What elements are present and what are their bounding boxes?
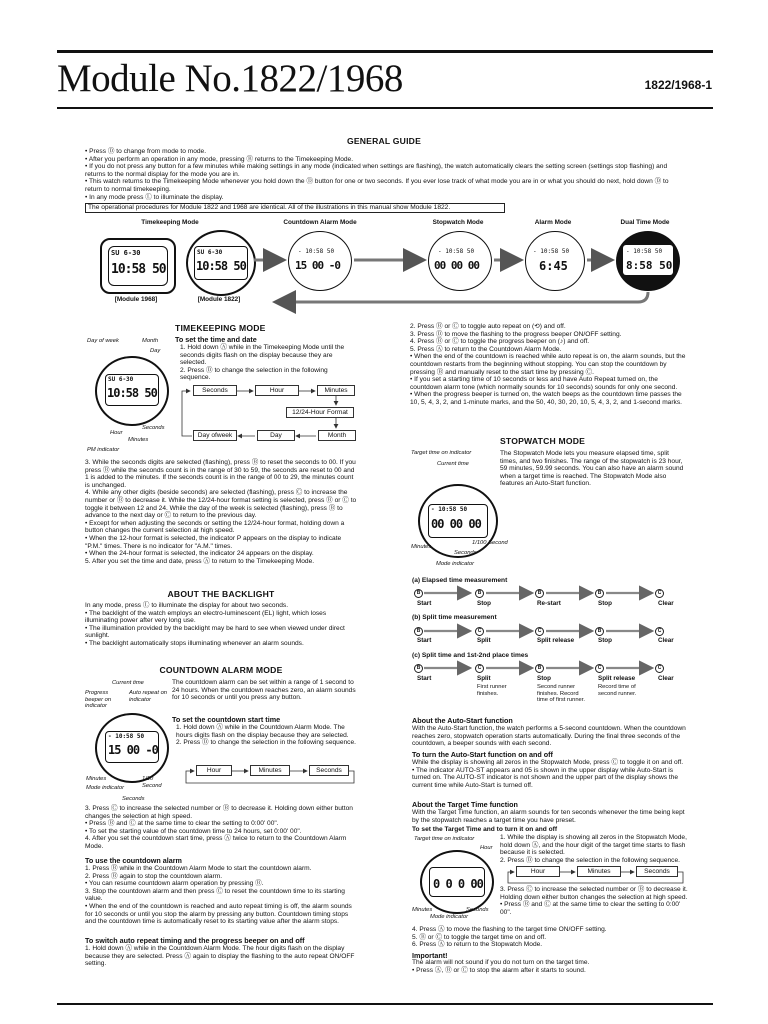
caption-hour: Hour (480, 845, 493, 851)
display-top-text: - 10:58 50 (626, 248, 663, 255)
step: 1. Hold down Ⓐ while in the Countdown Alarm Mode. The hours digits flash on the display because they are selected. (176, 724, 349, 739)
display-top-text: - 10:58 50 (533, 248, 570, 255)
guide-bullet: • After you perform an operation in any mode, pressing Ⓑ returns to the Timekeeping Mode. (85, 155, 354, 163)
timekeeping-subheading: To set the time and date (175, 335, 257, 344)
step: 4. Press Ⓑ or Ⓒ to toggle the progress beeper on (♪) and off. (410, 338, 590, 346)
page-code: 1822/1968-1 (644, 78, 712, 92)
step: The alarm will not sound if you do not turn on the target time. (412, 959, 590, 966)
countdown-set-subheading: To set the countdown start time (172, 715, 281, 724)
seq-hour: Hour (255, 385, 299, 396)
autostart-subheading: To turn the Auto-Start function on and off (412, 750, 553, 759)
button-b-icon: B (595, 627, 604, 636)
target-seq-minutes: Minutes (577, 866, 621, 877)
caption-current-time: Current time (437, 461, 469, 467)
caption-minutes: Minutes (412, 907, 433, 913)
button-b-icon: B (475, 589, 484, 598)
caption-mode-indicator: Mode indicator (436, 561, 475, 567)
step: 1. Hold down Ⓐ while in the Countdown Alarm Mode. The hour digits flash on the display because they are selected. Press Ⓐ again to display the flashing to the auto repeat ON/OFF setting. (85, 945, 355, 968)
caption-seconds: Seconds (454, 550, 477, 556)
target-subheading: To set the Target Time and to turn it on and off (412, 826, 558, 833)
step: • You can resume countdown alarm operation by pressing Ⓑ. (85, 880, 264, 888)
split-step: Split release (537, 637, 575, 644)
caption-seconds: Seconds (122, 796, 145, 802)
mode-label-stopwatch: Stopwatch Mode (432, 219, 484, 226)
module-1968-label: [Module 1968] (114, 296, 158, 303)
button-c-icon: C (655, 627, 664, 636)
button-b-icon: B (414, 589, 423, 598)
button-b-icon: B (535, 589, 544, 598)
display-top-text: - 10:58 50 (438, 248, 475, 255)
backlight-line: In any mode, press Ⓛ to illuminate the display for about two seconds. (85, 602, 289, 609)
step: • When the 12-hour format is selected, the indicator P appears on the display to indicate "P.M." times. There is no indicator for "A.M." times. (85, 534, 342, 550)
button-b-icon: B (414, 627, 423, 636)
autostart-text: With the Auto-Start function, the watch performs a 5-second countdown. When the countdown reaches zero, stopwatch operation starts automatically. During the final three seconds of the countdown, a beeper sounds with each second. (412, 725, 686, 748)
button-c-icon: C (475, 664, 484, 673)
step: 2. Press Ⓑ again to stop the countdown alarm. (85, 872, 223, 880)
split-step: Split (477, 637, 491, 644)
display-top-text: - 10:58 50 (298, 248, 335, 255)
step: • If you set a starting time of 10 seconds or less and have Auto Repeat turned on, the countdown alarm tone (which normally sounds for 10 seconds) sounds for only one second. (410, 376, 678, 391)
place-step: Stop (537, 675, 551, 682)
caption-hour: Hour (110, 430, 123, 436)
mode-label-timekeeping: Timekeeping Mode (141, 219, 199, 226)
guide-bullet: • This watch returns to the Timekeeping Mode whenever you hold down the Ⓓ button for one or two seconds. If you ever lose track of what mode you are in or what you should do next, hold down Ⓓ to return to normal timekeeping. (85, 178, 669, 193)
caption-minutes: Minutes (86, 776, 107, 782)
backlight-line: • The backlight of the watch employs an electro-luminescent (EL) light, which loses illuminating power after very long use. (85, 609, 327, 625)
step: • When the progress beeper is turned on, the watch beeps as the countdown time passes the 10, 5, 4, 3, 2, and 1-minute marks, and the 50, 40, 30, 20, 10, 5, 4, 3, 2, and 1-second marks. (410, 391, 682, 406)
place-step: Split (477, 675, 491, 682)
caption-pm-indicator: PM indicator (87, 447, 120, 453)
autostart-heading: About the Auto-Start function (412, 716, 513, 725)
mode-label-countdown: Countdown Alarm Mode (283, 219, 357, 226)
elapsed-step: Stop (598, 600, 612, 607)
caption-current-time: Current time (112, 680, 144, 686)
display-top-text: SU 6-30 (108, 376, 134, 383)
button-b-icon: B (535, 664, 544, 673)
step: 5. After you set the time and date, press Ⓐ to return to the Timekeeping Mode. (85, 557, 315, 565)
cd-seq-seconds: Seconds (309, 765, 349, 776)
step: 1. Press Ⓑ while in the Countdown Alarm Mode to start the countdown alarm. (85, 865, 312, 872)
split-step: Clear (658, 637, 674, 644)
step: 4. Press Ⓐ to move the flashing to the target time ON/OFF setting. (412, 926, 607, 933)
display-main-text: 8:58 50 (626, 259, 673, 272)
display-main-text: 00 00 00 (431, 517, 481, 531)
display-top-text: SU 6-30 (197, 249, 223, 256)
display-main-text: 15 00 -0 (108, 743, 158, 757)
general-guide-heading: GENERAL GUIDE (346, 136, 422, 146)
place-note-third: Record time of second runner. (598, 684, 637, 697)
display-top-text: SU 6-30 (111, 249, 141, 257)
step: 4. While any other digits (beside seconds) are selected (flashing), press Ⓒ to increase the number or Ⓑ to decrease it. While the 12/24-hour format setting is selected, press Ⓑ or Ⓒ to toggle it between 12 and 24. While the day of the week is selected (flashing), press Ⓑ to advance to the next day or Ⓒ to return to the previous day. (85, 489, 357, 520)
button-c-icon: C (655, 664, 664, 673)
step: • When the end of the countdown is reached while auto repeat is on, the alarm sounds, but the countdown restarts from the beginning without stopping. You can stop the countdown by pressing Ⓑ and manually reset to the start time by pressing Ⓒ. (410, 353, 686, 376)
elapsed-step: Re-start (537, 600, 561, 607)
button-c-icon: C (595, 664, 604, 673)
backlight-line: • The backlight automatically stops illuminating whenever an alarm sounds. (85, 639, 304, 647)
stopwatch-intro: The Stopwatch Mode lets you measure elapsed time, split times, and two finishes. The range of the stopwatch is 23 hour, 59 minutes, 59.99 seconds. You can also have an alarm sound when a target time is reached. The Stopwatch Mode also features an Auto-Start function. (500, 450, 684, 488)
timekeeping-heading: TIMEKEEPING MODE (175, 323, 266, 333)
mode-label-dualtime: Dual Time Mode (620, 219, 670, 226)
elapsed-heading: (a) Elapsed time measurement (412, 577, 508, 584)
seq-day-of-week: Day ofweek (193, 430, 237, 441)
step: 3. Press Ⓒ to increase the selected number or Ⓑ to decrease it. Holding down either button changes the selection at high speed. (500, 886, 688, 901)
page-title: Module No.1822/1968 (57, 57, 403, 100)
caption-mode-indicator: Mode indicator (86, 785, 125, 791)
target-heading: About the Target Time function (412, 800, 518, 809)
elapsed-step: Clear (658, 600, 674, 607)
step: • Press Ⓐ, Ⓑ or Ⓒ to stop the alarm after it starts to sound. (412, 966, 586, 974)
elapsed-step: Start (417, 600, 432, 607)
split-heading: (b) Split time measurement (412, 614, 497, 621)
display-top-text: - 10:58 50 (431, 506, 468, 513)
button-c-icon: C (475, 627, 484, 636)
caption-tenth-second: 1/10 Second (142, 776, 162, 789)
important-heading: Important! (412, 951, 448, 960)
step: 2. Press Ⓑ or Ⓒ to toggle auto repeat on (⟲) and off. (410, 323, 566, 330)
place-step: Split release (598, 675, 636, 682)
step: • When the 24-hour format is selected, the indicator 24 appears on the display. (85, 550, 314, 558)
seq-day: Day (257, 430, 295, 441)
target-steps-c (412, 926, 688, 949)
countdown-heading: COUNTDOWN ALARM MODE (159, 665, 283, 675)
caption-auto-repeat: Auto repeat on indicator (129, 690, 168, 703)
seq-month: Month (318, 430, 356, 441)
step: • Except for when adjusting the seconds or setting the 12/24-hour format, holding down a button changes the current selection at high speed. (85, 519, 345, 535)
place-step: Clear (658, 675, 674, 682)
general-guide-note: The operational procedures for Module 1822 and 1968 are identical. All of the illustrations in this manual show Module 1822. (85, 203, 505, 213)
step: • Press Ⓑ and Ⓒ at the same time to clear the setting to 0:00' 00". (500, 901, 681, 916)
step: 3. Press Ⓓ to move the flashing to the progress beeper ON/OFF setting. (410, 330, 622, 338)
place-note-first: First runner finishes. (477, 684, 507, 697)
caption-hundredth: 1/100 Second (472, 540, 508, 546)
display-main-text: 10:58 50 (111, 262, 166, 277)
caption-day: Day (150, 348, 161, 354)
caption-target-time: Target time on indicator (411, 450, 472, 456)
caption-mode-indicator: Mode indicator (430, 914, 469, 920)
step: 1. Hold down Ⓐ while in the Timekeeping Mode until the seconds digits flash on the display because they are selected. (180, 344, 345, 367)
seq-12-24-format: 12/24-Hour Format (286, 407, 354, 418)
guide-bullet: • Press Ⓓ to change from mode to mode. (85, 148, 207, 155)
module-1822-label: [Module 1822] (197, 296, 241, 303)
step: 2. Press Ⓓ to change the selection in the following sequence. (500, 856, 680, 864)
countdown-use-heading: To use the countdown alarm (85, 856, 182, 865)
caption-minutes: Minutes (128, 437, 149, 443)
important-lines (412, 959, 688, 974)
button-c-icon: C (655, 589, 664, 598)
display-main-text: 10:58 50 (107, 386, 157, 400)
step: 2. Press Ⓓ to change the selection in the following sequence. (176, 739, 356, 747)
step: 4. After you set the countdown start time, press Ⓐ twice to return to the Countdown Alarm Mode. (85, 835, 347, 850)
caption-seconds: Seconds (466, 907, 489, 913)
display-main-text: 6:45 (539, 259, 568, 273)
target-seq-hour: Hour (516, 866, 560, 877)
split-step: Stop (598, 637, 612, 644)
button-b-icon: B (414, 664, 423, 673)
caption-target-time: Target time on indicator (414, 836, 475, 842)
place-heading: (c) Split time and 1st-2nd place times (412, 652, 529, 659)
step: • To set the starting value of the countdown time to 24 hours, set 0:00' 00". (85, 827, 302, 835)
elapsed-step: Stop (477, 600, 491, 607)
caption-progress-beeper: Progress beeper on indicator (85, 690, 112, 709)
countdown-intro: The countdown alarm can be set within a range of 1 second to 24 hours. When the countdown reaches zero, an alarm sounds for 10 seconds or until you press any button. (172, 679, 356, 702)
display-main-text: 15 00 -0 (295, 259, 340, 272)
backlight-heading: ABOUT THE BACKLIGHT (167, 589, 275, 599)
target-seq-seconds: Seconds (636, 866, 678, 877)
backlight-line: • The illumination provided by the backlight may be hard to see when viewed under direct sunlight. (85, 624, 345, 640)
step: 5. Press Ⓐ to return to the Countdown Alarm Mode. (410, 345, 562, 353)
step: • When the end of the countdown is reached and auto repeat timing is off, the alarm sounds for 10 seconds or until you stop the alarm by pressing any button. Countdown timing stops and the countdown time is automatically reset to its starting value after the alarm stops. (85, 902, 352, 926)
step: • The indicator AUTO-ST appears and 05 is shown in the upper display while Auto-Start is turned on. The AUTO-ST indicator is not shown and the upper part of the display shows the current time while Auto-Start is turned off. (412, 766, 679, 789)
cd-seq-minutes: Minutes (250, 765, 290, 776)
seq-seconds: Seconds (193, 385, 237, 396)
countdown-switch-heading: To switch auto repeat timing and the progress beeper on and off (85, 936, 305, 945)
display-main-text: 00 00 00 (434, 259, 479, 272)
display-top-text: - 10:58 50 (108, 733, 145, 740)
step: While the display is showing all zeros in the Stopwatch Mode, press Ⓒ to toggle it on and off. (412, 759, 684, 766)
step: 2. Press Ⓓ to change the selection in the following sequence. (180, 366, 328, 382)
guide-bullet: • If you do not press any button for a few minutes while making settings in any mode (indicated when settings are flashing), the watch automatically clears the setting screen (settings stop flashing) and returns to the normal display for the mode you are in. (85, 163, 668, 178)
display-main-text: 0 0 0 00 (433, 877, 483, 891)
target-steps-b (500, 886, 688, 916)
caption-month: Month (142, 338, 159, 344)
display-main-text: 10:58 50 (196, 259, 246, 273)
caption-minutes: Minutes (411, 544, 432, 550)
step: 1. While the display is showing all zeros in the Stopwatch Mode, hold down Ⓐ, and the hour digit of the target time starts to flash because it is selected. (500, 834, 687, 857)
place-note-second: Second runner finishes. Record time of first runner. (537, 684, 586, 703)
mode-label-alarm: Alarm Mode (534, 219, 572, 226)
bottom-rule (57, 1003, 713, 1005)
countdown-switch-steps (85, 945, 357, 968)
step: 6. Press Ⓐ to return to the Stopwatch Mode. (412, 941, 543, 949)
step: • Press Ⓑ and Ⓒ at the same time to clear the setting to 0:00' 00". (85, 820, 279, 828)
step: 3. Stop the countdown alarm and then press Ⓒ to reset the countdown time to its starting value. (85, 887, 345, 903)
button-b-icon: B (595, 589, 604, 598)
split-step: Start (417, 637, 432, 644)
place-step: Start (417, 675, 432, 682)
step: 3. While the seconds digits are selected (flashing), press Ⓑ to reset the seconds to 00. If you press Ⓑ while the seconds count is in the range of 30 to 59, the seconds are reset to 00 and 1 is added to the minutes. If the seconds count is in the range of 00 to 29, the minutes count is unchanged. (85, 459, 356, 489)
target-text: With the Target Time function, an alarm sounds for ten seconds whenever the time being kept by the stopwatch reaches a target time you have preset. (412, 809, 685, 824)
button-c-icon: C (535, 627, 544, 636)
seq-minutes: Minutes (317, 385, 355, 396)
cd-seq-hour: Hour (196, 765, 232, 776)
guide-bullet: • In any mode press Ⓛ to illuminate the display. (85, 193, 224, 201)
step: 5. Ⓑ or Ⓒ to toggle the target time on and off. (412, 933, 547, 941)
caption-seconds: Seconds (142, 425, 165, 431)
step: 3. Press Ⓒ to increase the selected number or Ⓑ to decrease it. Holding down either button changes the selection at high speed. (85, 805, 353, 820)
stopwatch-heading: STOPWATCH MODE (500, 436, 586, 446)
caption-day-of-week: Day of week (87, 338, 119, 344)
